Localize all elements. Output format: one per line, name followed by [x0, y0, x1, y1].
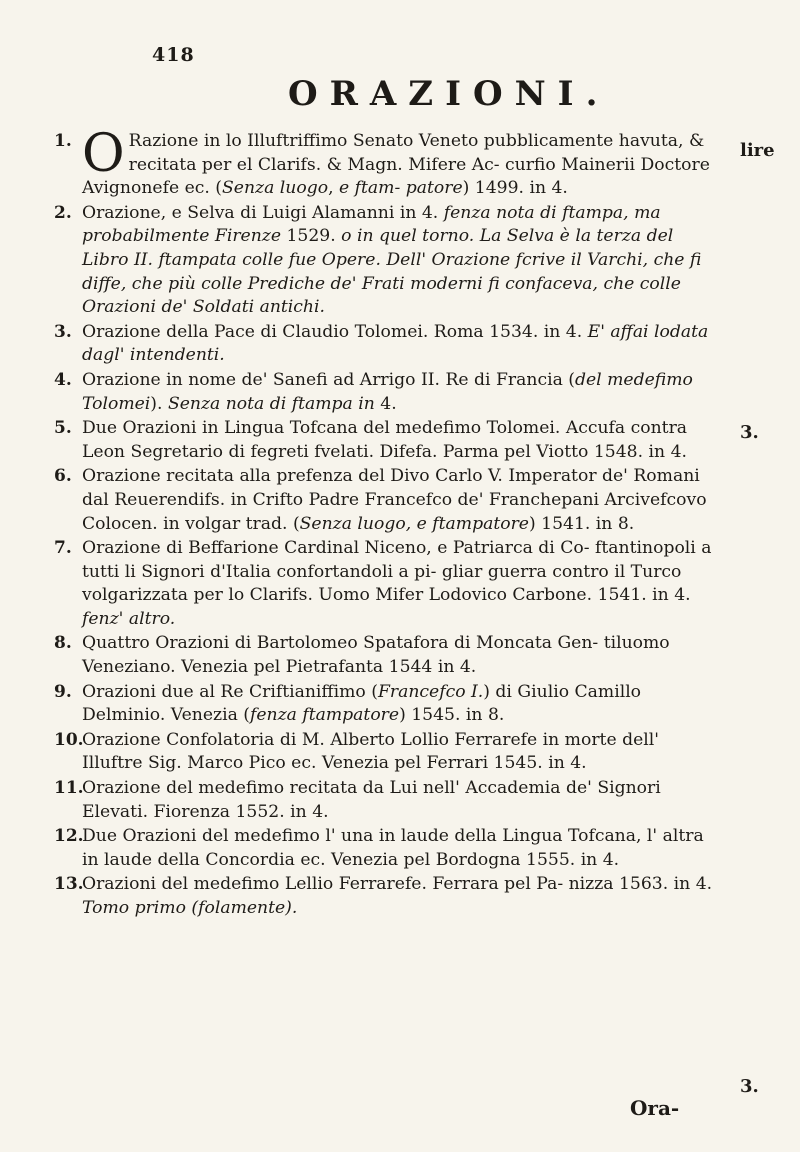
margin-mark-2: 3. — [740, 422, 759, 443]
italic-text: Tomo primo (folamente). — [82, 898, 298, 918]
entry-number: 8. — [54, 633, 72, 654]
entry-text — [82, 729, 714, 776]
italic-text: Francefco I. — [377, 681, 484, 702]
roman-text: Orazione in nome de' Sanefi ad Arrigo II. Re di Francia ( — [82, 369, 575, 390]
roman-text: 1529. — [281, 226, 342, 247]
entry-item — [54, 632, 714, 679]
entry-text — [82, 417, 714, 464]
drop-cap: O — [82, 124, 125, 184]
roman-text: Orazioni del medefimo Lellio Ferrarefe. Ferrara pel Pa- nizza 1563. in 4. — [82, 874, 713, 895]
italic-text: Senza luogo, e ftampatore — [299, 513, 529, 534]
roman-text: Orazione di Beffarione Cardinal Niceno, e Patriarca di Co- ftantinopoli a tutti li Signori d'Italia confortandoli a pi- gliar guerra contro il Turco volgarizzata per lo Clarifs. Uomo Mifer Lodovico Carbone. 1541. in 4. — [82, 538, 712, 606]
italic-text: Senza nota di ftampa in — [167, 393, 375, 414]
entry-text — [82, 321, 714, 368]
roman-text: Due Orazioni del medefimo l' una in laude della Lingua Tofcana, l' altra in laude della Concordia ec. Venezia pel Bordogna 1555. in 4. — [82, 826, 704, 870]
italic-text: fenza ftampatore — [250, 705, 400, 726]
page-number: 418 — [152, 44, 195, 66]
entry-item — [54, 873, 714, 920]
roman-text: Orazione Confolatoria di M. Alberto Lollio Ferrarefe in morte dell' Illuftre Sig. Marco Pico ec. Venezia pel Ferrari 1545. in 4. — [82, 729, 659, 774]
roman-text: Orazione, e Selva di Luigi Alamanni in 4. — [82, 202, 444, 223]
italic-text: o in quel torno. La Selva è la terza del Libro II. ftampata colle fue Opere. Dell' Orazione fcrive il Varchi, che fi diffe, che più colle Prediche de' Frati moderni fi confaceva, che colle Orazioni de' Soldati antichi. — [82, 226, 702, 318]
entry-number: 5. — [54, 418, 72, 439]
page-title: ORAZIONI. — [288, 74, 610, 114]
roman-text: Orazione recitata alla prefenza del Divo Carlo V. Imperator de' Romani dal Reuerendifs. in Crifto Padre Francefco de' Franchepani Arcivefcovo Colocen. in volgar trad. ( — [82, 466, 707, 534]
entry-text — [82, 681, 714, 728]
entry-item — [54, 369, 714, 416]
entry-text — [82, 632, 714, 679]
entry-text — [82, 825, 714, 872]
entry-text — [82, 202, 714, 320]
roman-text: Orazione della Pace di Claudio Tolomei. Roma 1534. in 4. — [82, 321, 588, 342]
catchword: Ora- — [630, 1096, 680, 1120]
entry-number: 13. — [54, 874, 84, 895]
entry-text — [82, 873, 714, 920]
roman-text: Quattro Orazioni di Bartolomeo Spatafora di Moncata Gen- tiluomo Veneziano. Venezia pel Pietrafanta 1544 in 4. — [82, 633, 670, 678]
italic-text: Senza luogo — [222, 178, 329, 199]
entry-list — [54, 124, 714, 922]
roman-text: Razione in lo Illuftriffimo Senato Veneto pubblicamente havuta, & recitata per el Clarifs. & Magn. Mifere Ac- curfio Mainerii Doctore Avignonefe ec. ( — [82, 131, 710, 199]
italic-text: fenz' altro. — [82, 608, 176, 629]
roman-text: , — [328, 178, 339, 199]
entry-item — [54, 465, 714, 536]
entry-item — [54, 417, 714, 464]
entry-text — [82, 777, 714, 824]
entry-text — [82, 465, 714, 536]
roman-text: ) 1545. in 8. — [399, 705, 505, 726]
entry-item — [54, 321, 714, 368]
entry-text — [82, 537, 714, 631]
entry-item — [54, 825, 714, 872]
margin-mark-1: lire — [740, 140, 775, 161]
entry-number: 12. — [54, 826, 84, 847]
entry-number: 4. — [54, 369, 72, 390]
entry-item — [54, 537, 714, 631]
roman-text: Due Orazioni in Lingua Tofcana del medefimo Tolomei. Accufa contra Leon Segretario di fegreti fvelati. Difefa. Parma pel Viotto 1548. in 4. — [82, 418, 688, 462]
roman-text: ). — [150, 393, 168, 414]
entry-item — [54, 777, 714, 824]
entry-number: 6. — [54, 466, 72, 487]
entry-item — [54, 681, 714, 728]
entry-item — [54, 202, 714, 320]
entry-item — [54, 729, 714, 776]
roman-text: ) 1541. in 8. — [528, 513, 635, 534]
entry-text — [82, 369, 714, 416]
italic-text: e ftam- patore — [339, 178, 463, 199]
entry-number: 10. — [54, 729, 84, 750]
entry-number: 11. — [54, 778, 84, 799]
italic-text: del medefimo Tolomei — [82, 369, 693, 414]
italic-text: E' affai lodata dagl' intendenti. — [82, 321, 709, 366]
entry-number: 3. — [54, 321, 72, 342]
italic-text: fenza nota di ftampa, ma probabilmente Firenze — [82, 202, 661, 247]
entry-number: 9. — [54, 681, 72, 702]
entry-number: 1. — [54, 131, 72, 151]
roman-text: Orazioni due al Re Criftianiffimo ( — [82, 681, 378, 702]
entry-number: 2. — [54, 202, 72, 223]
entry-number: 7. — [54, 538, 72, 559]
roman-text: Orazione del medefimo recitata da Lui nell' Accademia de' Signori Elevati. Fiorenza 1552. in 4. — [82, 778, 661, 822]
roman-text: ) 1499. in 4. — [462, 178, 568, 199]
roman-text: 4. — [374, 393, 397, 414]
margin-mark-3: 3. — [740, 1076, 759, 1097]
entry-text — [82, 124, 714, 201]
entry-item — [54, 124, 714, 201]
roman-text: ) di Giulio Camillo Delminio. Venezia ( — [82, 681, 642, 726]
